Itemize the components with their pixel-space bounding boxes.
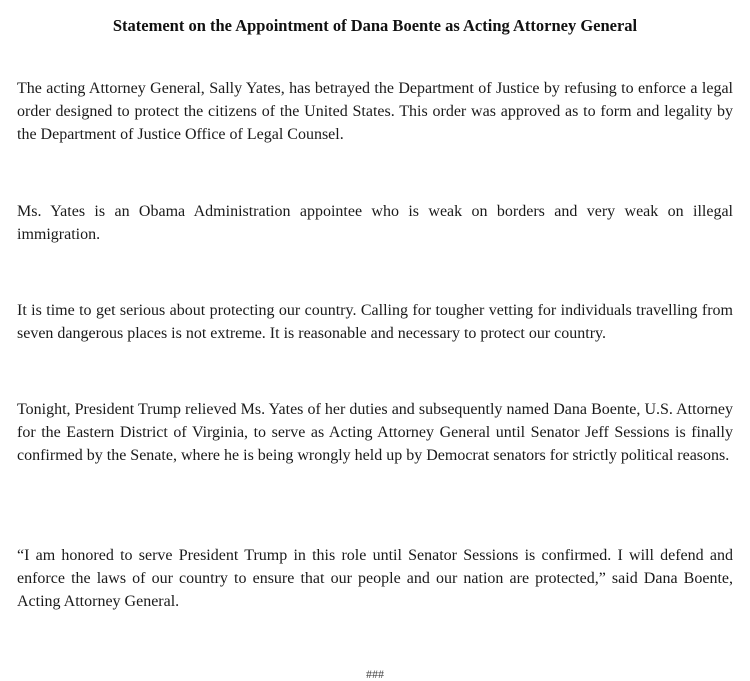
paragraph-yates-appointee: Ms. Yates is an Obama Administration appointee who is weak on borders and very weak on illegal immigration. — [17, 203, 733, 243]
document-title: Statement on the Appointment of Dana Boente as Acting Attorney General — [112, 16, 638, 35]
paragraph-yates-betrayal: The acting Attorney General, Sally Yates, has betrayed the Department of Justice by refusing to enforce a legal order designed to protect the citizens of the United States. This order was approved as to form and legality by the Department of Justice Office of Legal Counsel. — [17, 80, 733, 143]
end-of-release-mark: ### — [366, 667, 384, 681]
paragraph-boente-named: Tonight, President Trump relieved Ms. Yates of her duties and subsequently named Dana Boente, U.S. Attorney for the Eastern District of Virginia, to serve as Acting Attorney General until Senator Jeff Sessions is finally confirmed by the Senate, where he is being wrongly held up by Democrat senators for strictly political reasons. — [17, 401, 733, 464]
paragraph-protect-country: It is time to get serious about protecting our country. Calling for tougher vetting for individuals travelling from seven dangerous places is not extreme. It is reasonable and necessary to protect our country. — [17, 302, 733, 342]
paragraph-boente-quote: “I am honored to serve President Trump in this role until Senator Sessions is confirmed. I will defend and enforce the laws of our country to ensure that our people and our nation are protected,” said Dana Boente, Acting Attorney General. — [17, 547, 733, 610]
